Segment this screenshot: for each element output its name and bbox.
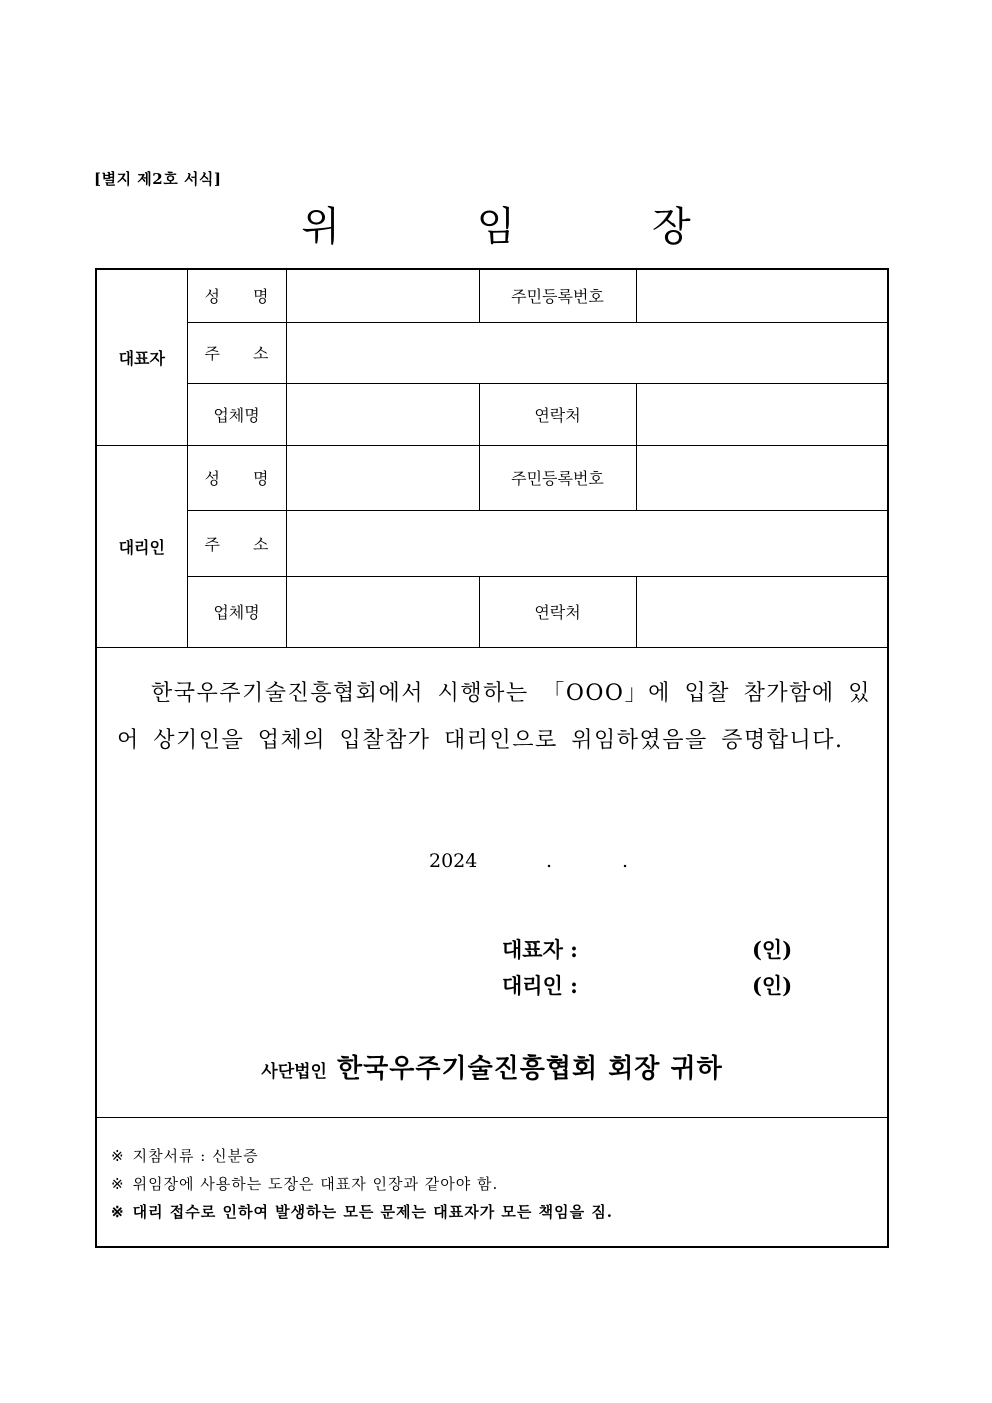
delegation-statement <box>117 670 871 764</box>
representative-name-field[interactable] <box>286 270 479 322</box>
note-text: 대리 접수로 인하여 발생하는 모든 문제는 대표자가 모든 책임을 짐. <box>132 1203 614 1221</box>
reference-mark-icon: ※ <box>111 1175 125 1193</box>
representative-company-label: 업체명 <box>187 383 286 445</box>
agent-address-label: 주 소 <box>187 510 286 576</box>
statement-text: 한국우주기술진흥협회에서 시행하는 「OOO」에 입찰 참가함에 있어 상기인을 업체의 입찰참가 대리인으로 위임하였음을 증명합니다. <box>117 681 871 753</box>
note-text: 지참서류 : 신분증 <box>132 1147 259 1165</box>
addressee-main: 한국우주기술진흥협회 회장 귀하 <box>336 1054 723 1084</box>
representative-contact-field[interactable] <box>636 383 887 445</box>
agent-company-label: 업체명 <box>187 576 286 647</box>
representative-seal-mark: (인) <box>752 937 793 962</box>
representative-group-label: 대표자 <box>97 270 187 445</box>
agent-id-label: 주민등록번호 <box>479 445 636 510</box>
notes-divider <box>97 1117 887 1118</box>
agent-id-field[interactable] <box>636 445 887 510</box>
reference-mark-icon: ※ <box>111 1147 125 1165</box>
note-text: 위임장에 사용하는 도장은 대표자 인장과 같아야 함. <box>132 1175 499 1193</box>
representative-id-label: 주민등록번호 <box>479 270 636 322</box>
date-separator-2: . <box>622 850 629 872</box>
form-label: [별지 제2호 서식] <box>94 170 222 188</box>
agent-group-label: 대리인 <box>97 445 187 647</box>
agent-company-field[interactable] <box>286 576 479 647</box>
date-separator-1: . <box>546 850 553 872</box>
note-item <box>111 1198 613 1226</box>
agent-name-label: 성 명 <box>187 445 286 510</box>
representative-signature-label: 대표자 : <box>502 937 578 962</box>
representative-address-label: 주 소 <box>187 322 286 383</box>
agent-contact-field[interactable] <box>636 576 887 647</box>
addressee-prefix: 사단법인 <box>261 1062 327 1082</box>
representative-name-label: 성 명 <box>187 270 286 322</box>
notes-section <box>111 1142 613 1226</box>
addressee <box>97 1048 887 1085</box>
note-item <box>111 1142 613 1170</box>
party-info-table <box>97 270 887 648</box>
representative-address-field[interactable] <box>286 322 887 383</box>
document-title: 위 임 장 <box>301 204 753 250</box>
agent-signature-label: 대리인 : <box>502 973 578 998</box>
representative-contact-label: 연락처 <box>479 383 636 445</box>
agent-seal-mark: (인) <box>752 973 793 998</box>
power-of-attorney-form <box>95 268 889 1248</box>
agent-address-field[interactable] <box>286 510 887 576</box>
agent-name-field[interactable] <box>286 445 479 510</box>
note-item <box>111 1170 613 1198</box>
representative-id-field[interactable] <box>636 270 887 322</box>
agent-contact-label: 연락처 <box>479 576 636 647</box>
reference-mark-icon: ※ <box>111 1203 125 1221</box>
date-year: 2024 <box>429 850 478 872</box>
representative-company-field[interactable] <box>286 383 479 445</box>
